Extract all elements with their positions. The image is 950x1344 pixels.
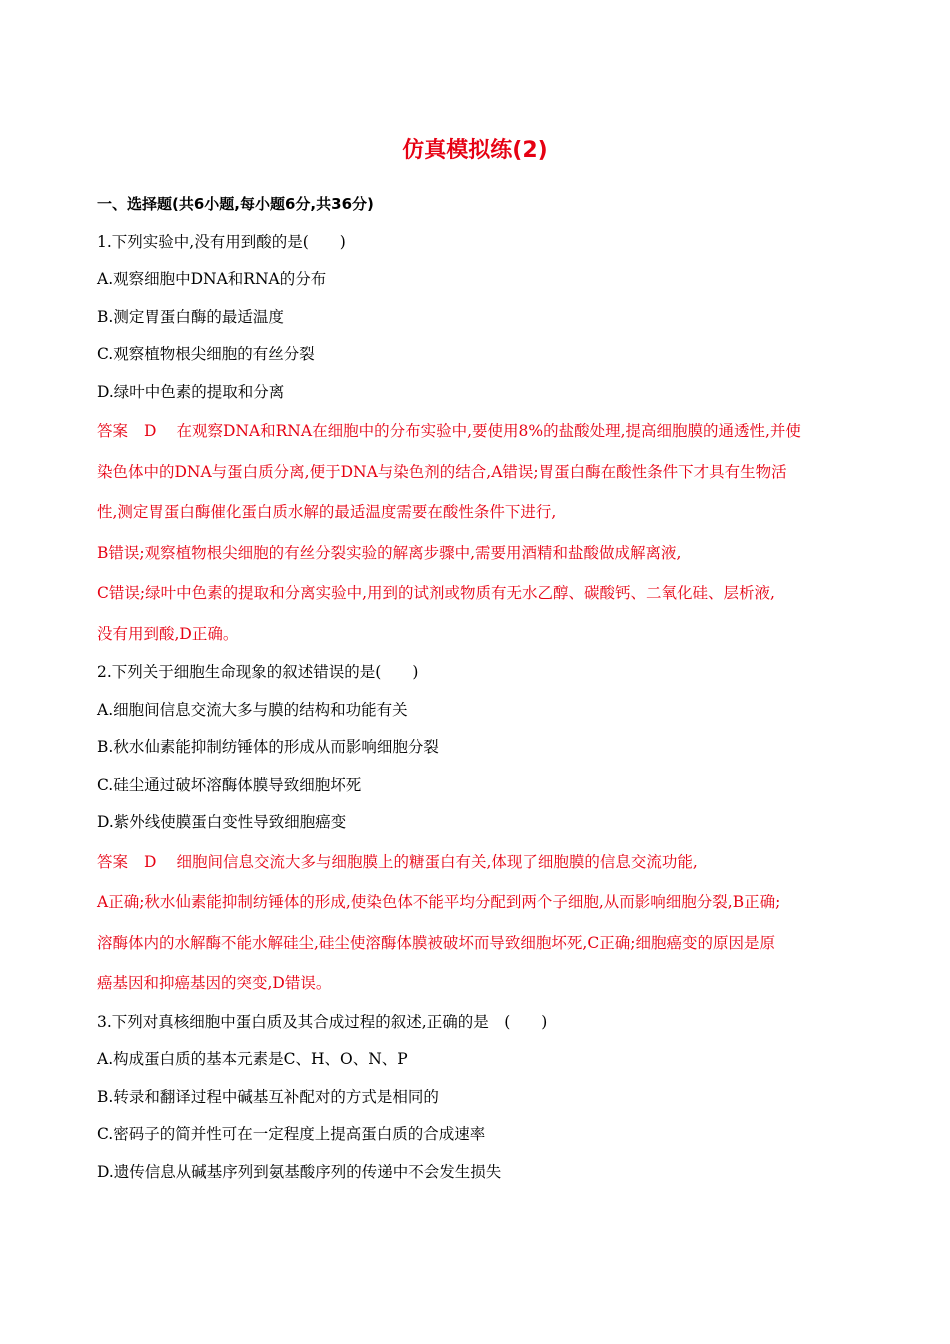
question-stem: 1.下列实验中,没有用到酸的是( )	[97, 232, 346, 251]
answer-label: 答案	[97, 852, 129, 871]
question-1	[97, 224, 857, 655]
explanation-line: 没有用到酸,D正确。	[97, 624, 239, 643]
option-b: B.测定胃蛋白酶的最适温度	[97, 307, 284, 326]
option-c: C.观察植物根尖细胞的有丝分裂	[97, 345, 315, 363]
question-stem: 3.下列对真核细胞中蛋白质及其合成过程的叙述,正确的是 ( )	[97, 1012, 548, 1031]
explanation-line: 癌基因和抑癌基因的突变,D错误。	[97, 974, 332, 992]
document-content	[97, 186, 857, 1191]
answer-line-1	[97, 842, 857, 883]
page-title: 仿真模拟练(2)	[402, 138, 548, 163]
explanation-line: A正确;秋水仙素能抑制纺锤体的形成,使染色体不能平均分配到两个子细胞,从而影响细胞分裂,B正确;	[97, 893, 781, 911]
option-a: A.细胞间信息交流大多与膜的结构和功能有关	[97, 700, 408, 719]
answer-label: 答案	[97, 422, 129, 440]
section-header: 一、选择题(共6小题,每小题6分,共36分)	[97, 195, 374, 213]
option-d: D.绿叶中色素的提取和分离	[97, 382, 285, 401]
answer-line-1	[97, 411, 857, 452]
answer-key: D	[144, 422, 157, 440]
answer-key: D	[144, 852, 157, 871]
question-2	[97, 654, 857, 1004]
option-a: A.观察细胞中DNA和RNA的分布	[97, 270, 327, 288]
option-c: C.硅尘通过破坏溶酶体膜导致细胞坏死	[97, 775, 362, 794]
answer-block	[97, 411, 857, 654]
answer-block	[97, 842, 857, 1004]
option-d: D.紫外线使膜蛋白变性导致细胞癌变	[97, 813, 347, 831]
option-d: D.遗传信息从碱基序列到氨基酸序列的传递中不会发生损失	[97, 1162, 502, 1181]
explanation-line: C错误;绿叶中色素的提取和分离实验中,用到的试剂或物质有无水乙醇、碳酸钙、二氧化硅、层析液,	[97, 584, 775, 602]
option-b: B.转录和翻译过程中碱基互补配对的方式是相同的	[97, 1087, 439, 1106]
question-stem: 2.下列关于细胞生命现象的叙述错误的是( )	[97, 663, 419, 681]
explanation-line: 溶酶体内的水解酶不能水解硅尘,硅尘使溶酶体膜被破坏而导致细胞坏死,C正确;细胞癌变的原因是原	[97, 933, 775, 952]
option-c: C.密码子的简并性可在一定程度上提高蛋白质的合成速率	[97, 1125, 486, 1143]
explanation-text: 在观察DNA和RNA在细胞中的分布实验中,要使用8%的盐酸处理,提高细胞膜的通透性,并使	[176, 422, 801, 440]
explanation-text: 细胞间信息交流大多与细胞膜上的糖蛋白有关,体现了细胞膜的信息交流功能,	[176, 852, 698, 871]
explanation-line: B错误;观察植物根尖细胞的有丝分裂实验的解离步骤中,需要用酒精和盐酸做成解离液,	[97, 543, 682, 562]
option-b: B.秋水仙素能抑制纺锤体的形成从而影响细胞分裂	[97, 738, 439, 756]
explanation-line: 性,测定胃蛋白酶催化蛋白质水解的最适温度需要在酸性条件下进行,	[97, 503, 557, 521]
explanation-line: 染色体中的DNA与蛋白质分离,便于DNA与染色剂的结合,A错误;胃蛋白酶在酸性条件下才具有生物活	[97, 462, 787, 481]
option-a: A.构成蛋白质的基本元素是C、H、O、N、P	[97, 1050, 408, 1068]
question-3	[97, 1004, 857, 1192]
